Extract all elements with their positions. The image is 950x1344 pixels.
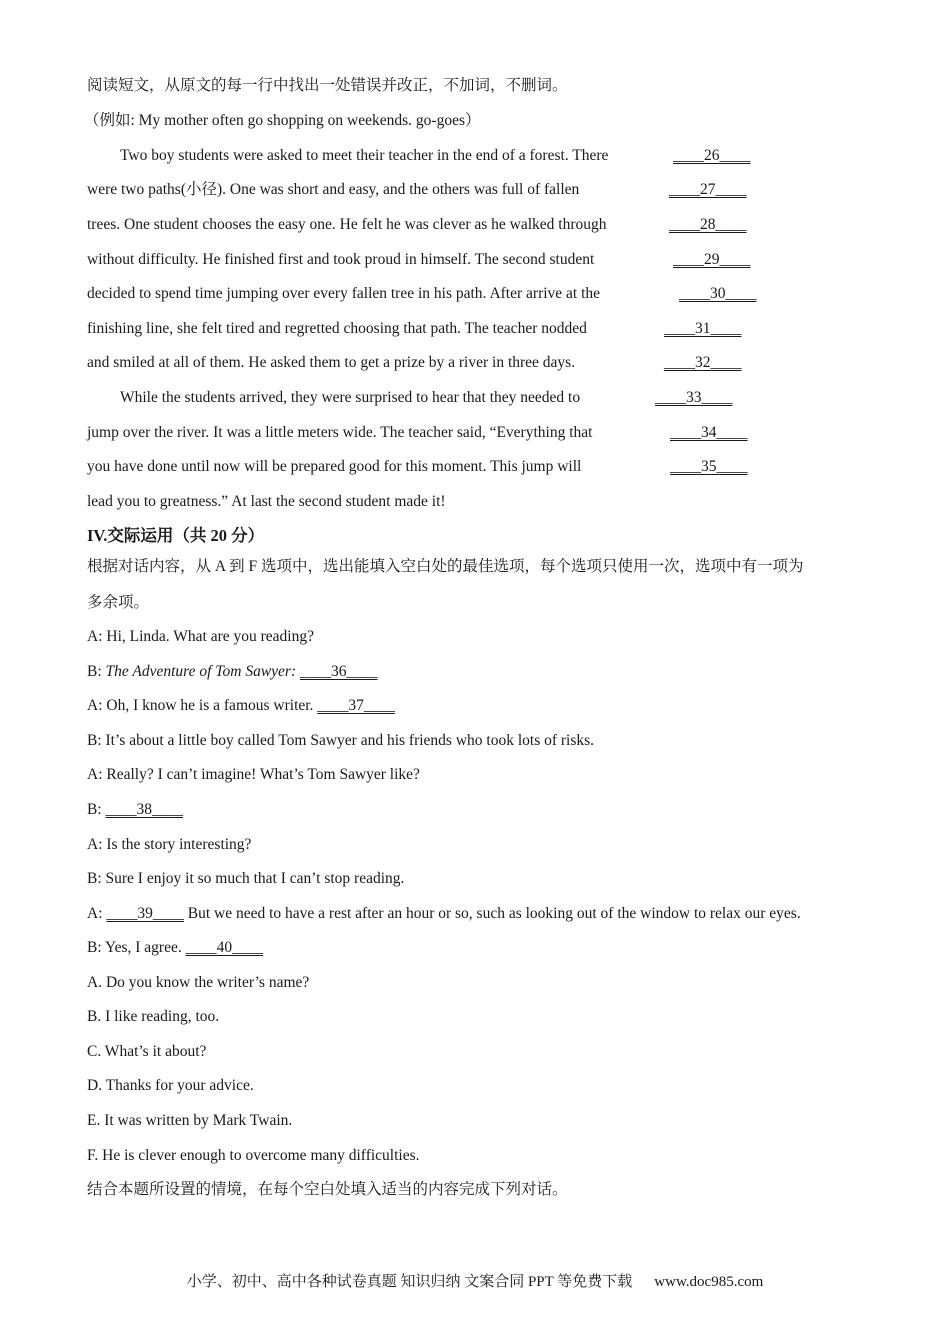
passage-line-3: trees. One student chooses the easy one. He felt he was clever as he walked through <box>87 216 607 233</box>
dialogue-line-8: B: Sure I enjoy it so much that I can’t stop reading. <box>87 870 405 887</box>
dialogue-line-3 <box>87 696 395 716</box>
answer-blank-28[interactable]: ____28____ <box>669 216 747 233</box>
footer-text: 小学、初中、高中各种试卷真题 知识归纳 文案合同 PPT 等免费下载 <box>186 1274 633 1290</box>
answer-blank-39[interactable]: ____39____ <box>106 905 184 922</box>
section-instruction-2: 多余项。 <box>87 594 150 611</box>
answer-blank-40[interactable]: ____40____ <box>185 939 264 956</box>
answer-blank-35[interactable]: ____35____ <box>670 458 748 475</box>
dialogue-text: A: Oh, I know he is a famous writer. <box>87 697 318 714</box>
passage-line-8: While the students arrived, they were surprised to hear that they needed to <box>120 389 581 406</box>
dialogue-line-10 <box>87 938 263 958</box>
passage-line-10: you have done until now will be prepared good for this moment. This jump will <box>87 458 582 475</box>
option-b: B. I like reading, too. <box>87 1008 220 1025</box>
next-instruction: 结合本题所设置的情境，在每个空白处填入适当的内容完成下列对话。 <box>87 1181 568 1198</box>
dialogue-text: A: <box>87 905 107 922</box>
passage-line-1: Two boy students were asked to meet their teacher in the end of a forest. There <box>120 147 609 164</box>
dialogue-line-2 <box>87 662 378 682</box>
option-a: A. Do you know the writer’s name? <box>87 974 310 991</box>
book-title: The Adventure of Tom Sawyer: <box>105 663 297 680</box>
dialogue-text: But we need to have a rest after an hour or so, such as looking out of the window to relax our eyes. <box>183 905 801 922</box>
dialogue-line-9 <box>87 904 801 924</box>
answer-blank-27[interactable]: ____27____ <box>669 181 747 198</box>
footer-link[interactable]: www.doc985.com <box>654 1274 764 1290</box>
dialogue-text: B: Yes, I agree. <box>87 939 186 956</box>
passage-line-6: finishing line, she felt tired and regretted choosing that path. The teacher nodded <box>87 320 587 337</box>
answer-blank-34[interactable]: ____34____ <box>670 424 748 441</box>
answer-blank-26[interactable]: ____26____ <box>673 147 751 164</box>
dialogue-text: B: <box>87 801 106 818</box>
passage-line-9: jump over the river. It was a little meters wide. The teacher said, “Everything that <box>87 424 593 441</box>
answer-blank-29[interactable]: ____29____ <box>673 251 751 268</box>
passage-line-11: lead you to greatness.” At last the second student made it! <box>87 493 446 510</box>
answer-blank-33[interactable]: ____33____ <box>655 389 733 406</box>
option-e: E. It was written by Mark Twain. <box>87 1112 293 1129</box>
dialogue-line-1: A: Hi, Linda. What are you reading? <box>87 628 314 645</box>
dialogue-line-7: A: Is the story interesting? <box>87 836 252 853</box>
section-instruction-1: 根据对话内容，从 A 到 F 选项中，选出能填入空白处的最佳选项，每个选项只使用一次，选项中有一项为 <box>87 558 804 575</box>
dialogue-line-6 <box>87 800 183 820</box>
speaker-b: B: <box>87 663 106 680</box>
dialogue-line-5: A: Really? I can’t imagine! What’s Tom Sawyer like? <box>87 766 420 783</box>
section-title: IV.交际运用（共 20 分） <box>87 526 265 545</box>
option-d: D. Thanks for your advice. <box>87 1077 254 1094</box>
answer-blank-32[interactable]: ____32____ <box>664 354 742 371</box>
answer-blank-37[interactable]: ____37____ <box>317 697 395 714</box>
passage-line-5: decided to spend time jumping over every fallen tree in his path. After arrive at the <box>87 285 601 302</box>
correction-instruction: 阅读短文，从原文的每一行中找出一处错误并改正，不加词，不删词。 <box>87 77 568 94</box>
correction-example: （例如: My mother often go shopping on weekends. go-goes） <box>84 112 481 129</box>
page-footer <box>0 1270 950 1291</box>
passage-line-7: and smiled at all of them. He asked them to get a prize by a river in three days. <box>87 354 576 371</box>
dialogue-line-4: B: It’s about a little boy called Tom Sawyer and his friends who took lots of risks. <box>87 732 595 749</box>
option-c: C. What’s it about? <box>87 1043 207 1060</box>
answer-blank-31[interactable]: ____31____ <box>664 320 742 337</box>
answer-blank-30[interactable]: ____30____ <box>679 285 757 302</box>
passage-line-2: were two paths(小径). One was short and easy, and the others was full of fallen <box>87 181 580 198</box>
answer-blank-36[interactable]: ____36____ <box>300 663 378 680</box>
answer-blank-38[interactable]: ____38____ <box>105 801 184 818</box>
passage-line-4: without difficulty. He finished first and took proud in himself. The second student <box>87 251 595 268</box>
option-f: F. He is clever enough to overcome many difficulties. <box>87 1147 420 1164</box>
